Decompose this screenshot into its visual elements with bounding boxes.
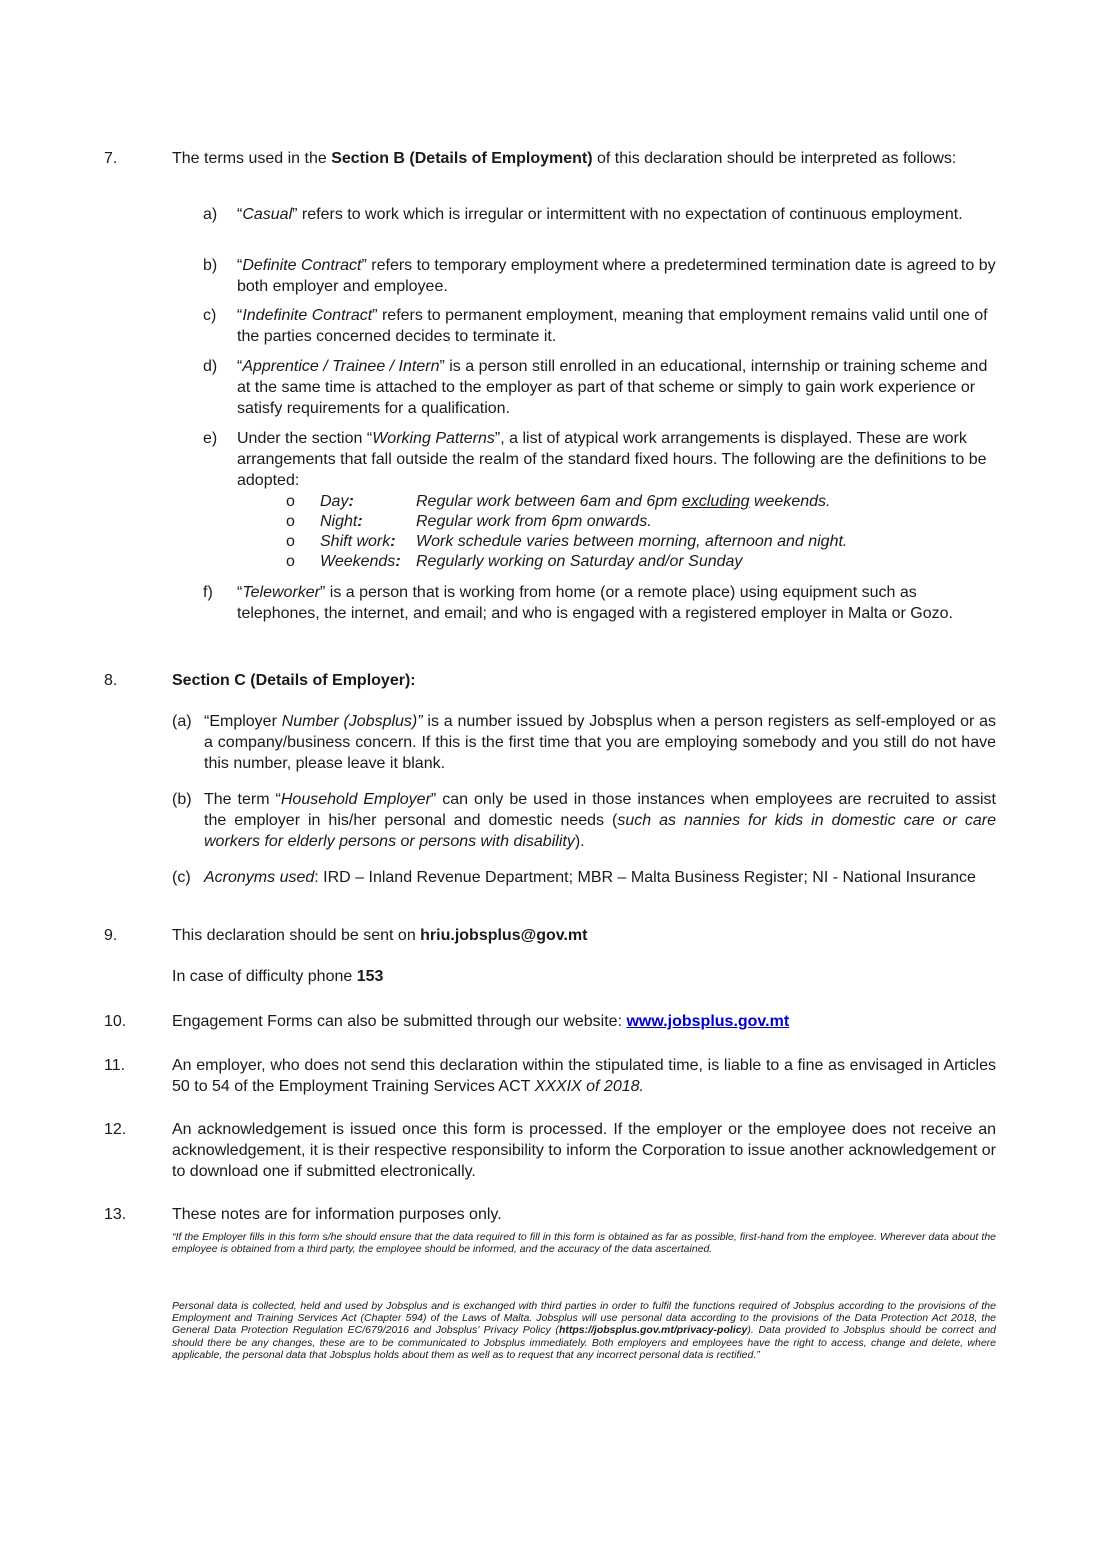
note-term: Acronyms used xyxy=(204,869,315,886)
item-7-intro-text: The terms used in the xyxy=(172,150,332,167)
item-number-11: 11. xyxy=(104,1057,126,1074)
note-lead: The term “ xyxy=(204,791,281,808)
section-b-heading: Section B (Details of Employment) xyxy=(331,150,593,167)
definition-text xyxy=(237,428,998,491)
pattern-term: Weekends xyxy=(320,553,396,570)
definition-body: ” is a person that is working from home (or a remote place) using equipment such as telephones, the internet, and email; and who is engaged with a registered employer in Malta or Gozo. xyxy=(237,584,953,622)
definition-label: c) xyxy=(203,307,217,324)
pattern-colon: : xyxy=(357,513,363,530)
item-number-10: 10. xyxy=(104,1013,127,1030)
item-number-12: 12. xyxy=(104,1121,127,1138)
item-7-intro xyxy=(172,148,996,169)
definition-text: “Casual” refers to work which is irregular or intermittent with no expectation of continuous employment. xyxy=(237,206,963,223)
definition-label: b) xyxy=(203,257,218,274)
note-label: (c) xyxy=(172,869,191,886)
send-declaration-text: This declaration should be sent on xyxy=(172,927,421,944)
data-source-note: “If the Employer fills in this form s/he should ensure that the data required to fill in this form is obtained as far as possible, first-hand from the employee. Wherever data about the employee is obtained from a third party, the employee should be informed, and the accuracy of the data ascertained. xyxy=(172,1231,996,1256)
note-label: (b) xyxy=(172,791,192,808)
definition-term: Casual xyxy=(242,206,293,223)
definition-term: Apprentice / Trainee / Intern xyxy=(242,358,440,375)
item-number-13: 13. xyxy=(104,1206,127,1223)
note-label: (a) xyxy=(172,713,192,730)
definition-body: ” refers to work which is irregular or intermittent with no expectation of continuous employment. xyxy=(292,206,963,223)
pattern-colon: : xyxy=(348,493,354,510)
personal-data-note xyxy=(172,1300,996,1361)
personal-data-tail: ). Data provided to Jobsplus should be correct and should there be any changes, these are to be communicated to Jobsplus immediately. Both employers and employees have the right to access, change and delete, where applicable, the personal data that Jobsplus holds about them as well as to request that any incorrect personal data is rectified.” xyxy=(172,1324,996,1361)
definition-body: ”, a list of atypical work arrangements is displayed. These are work arrangements that fall outside the realm of the standard fixed hours. The following are the definitions to be adopted: xyxy=(237,430,987,489)
note-body: is a number issued by Jobsplus when a person registers as self-employed or as a company/business concern. If this is the first time that you are employing somebody and you still do not have this number, please leave it blank. xyxy=(204,713,996,772)
definition-label: a) xyxy=(203,206,218,223)
fine-notice-text: An employer, who does not send this declaration within the stipulated time, is liable to a fine as envisaged in Articles 50 to 54 of the Employment Training Services ACT xyxy=(172,1057,996,1095)
pattern-term: Day xyxy=(320,493,349,510)
definition-term: Indefinite Contract xyxy=(242,307,373,324)
pattern-term: Night xyxy=(320,513,358,530)
definition-text: “Teleworker” is a person that is working from home (or a remote place) using equipment such as telephones, the internet, and email; and who is engaged with a registered employer in Malta or Gozo. xyxy=(237,584,953,622)
definition-text: “Definite Contract” refers to temporary employment where a predetermined termination date is agreed to by both employer and employee. xyxy=(237,257,996,295)
note-examples: such as nannies for kids in domestic care or care workers for elderly persons or persons with disability xyxy=(204,812,997,850)
phone-text: In case of difficulty phone xyxy=(172,968,357,985)
note-term: Number (Jobsplus)” xyxy=(281,713,423,730)
section-c-heading-text: Section C (Details of Employer): xyxy=(172,672,416,689)
definition-term: Teleworker xyxy=(242,584,320,601)
note-text xyxy=(204,789,996,852)
definition-text: “Apprentice / Trainee / Intern” is a person still enrolled in an educational, internship or training scheme and at the same time is attached to the employer as part of that scheme or simply to gain work experience or satisfy requirements for a qualification. xyxy=(237,358,988,417)
definition-lead: Under the section “ xyxy=(237,430,373,447)
note-body: : IRD – Inland Revenue Department; MBR – Malta Business Register; NI - National Insurance xyxy=(314,869,976,886)
act-reference: XXXIX of 2018. xyxy=(534,1078,644,1095)
note-term: Household Employer xyxy=(280,791,431,808)
section-c-heading xyxy=(172,670,996,691)
pattern-definition: Regular work between 6am and 6pm xyxy=(416,493,682,510)
note-lead: “Employer xyxy=(204,713,282,730)
definition-text: “Indefinite Contract” refers to permanent employment, meaning that employment remains valid until one of the parties concerned decides to terminate it. xyxy=(237,307,988,345)
definition-term: Working Patterns xyxy=(372,430,495,447)
pattern-definition: Regularly working on Saturday and/or Sunday xyxy=(416,553,743,570)
definition-label: f) xyxy=(203,584,213,601)
item-number-7: 7. xyxy=(104,150,118,167)
website-line xyxy=(172,1011,996,1032)
definition-body: ” refers to temporary employment where a predetermined termination date is agreed to by both employer and employee. xyxy=(237,257,996,295)
pattern-definition-underlined: excluding xyxy=(681,493,750,510)
contact-phone: 153 xyxy=(356,968,384,985)
note-body: ” can only be used in those instances when employees are recruited to assist the employer in his/her personal and domestic needs ( xyxy=(204,791,997,829)
pattern-colon: : xyxy=(390,533,396,550)
pattern-term: Shift work xyxy=(320,533,391,550)
pattern-definition: Work schedule varies between morning, afternoon and night. xyxy=(416,533,848,550)
acknowledgement-notice: An acknowledgement is issued once this form is processed. If the employer or the employee does not receive an acknowledgement, it is their respective responsibility to inform the Corporation to issue another acknowledgement or to download one if submitted electronically. xyxy=(172,1121,996,1180)
definition-body: ” refers to permanent employment, meaning that employment remains valid until one of the parties concerned decides to terminate it. xyxy=(237,307,988,345)
bullet-icon: o xyxy=(286,553,295,570)
definition-label: d) xyxy=(203,358,218,375)
contact-email: hriu.jobsplus@gov.mt xyxy=(420,927,588,944)
note-text xyxy=(204,711,996,774)
bullet-icon: o xyxy=(286,513,295,530)
information-purposes-line: These notes are for information purposes only. xyxy=(172,1206,502,1223)
item-number-8: 8. xyxy=(104,672,118,689)
bullet-icon: o xyxy=(286,493,295,510)
note-tail: ). xyxy=(574,833,585,850)
definition-body: ” is a person still enrolled in an educational, internship or training scheme and at the same time is attached to the employer as part of that scheme or simply to gain work experience or satisfy requirements for a qualification. xyxy=(237,358,988,417)
website-text: Engagement Forms can also be submitted through our website: xyxy=(172,1013,627,1030)
fine-notice xyxy=(172,1055,996,1097)
phone-line xyxy=(172,966,996,987)
pattern-colon: : xyxy=(395,553,401,570)
definition-term: Definite Contract xyxy=(242,257,362,274)
item-7-intro-tail: of this declaration should be interpreted as follows: xyxy=(592,150,957,167)
pattern-definition: Regular work from 6pm onwards. xyxy=(416,513,652,530)
personal-data-text: Personal data is collected, held and used by Jobsplus and is exchanged with third parties in order to fulfil the functions required of Jobsplus according to the provisions of the Employment and Training Services Act (Chapter 594) of the Laws of Malta. Jobsplus will use personal data according to the provisions of the Data Protection Act 2018, the General Data Protection Regulation EC/679/2016 and Jobsplus’ Privacy Policy ( xyxy=(172,1300,996,1337)
website-link[interactable]: www.jobsplus.gov.mt xyxy=(626,1013,790,1030)
send-declaration-line xyxy=(172,925,996,946)
bullet-icon: o xyxy=(286,533,295,550)
definition-label: e) xyxy=(203,430,218,447)
pattern-definition-tail: weekends. xyxy=(749,493,831,510)
privacy-policy-url: https://jobsplus.gov.mt/privacy-policy xyxy=(558,1324,748,1337)
note-text xyxy=(204,867,996,888)
item-number-9: 9. xyxy=(104,927,118,944)
